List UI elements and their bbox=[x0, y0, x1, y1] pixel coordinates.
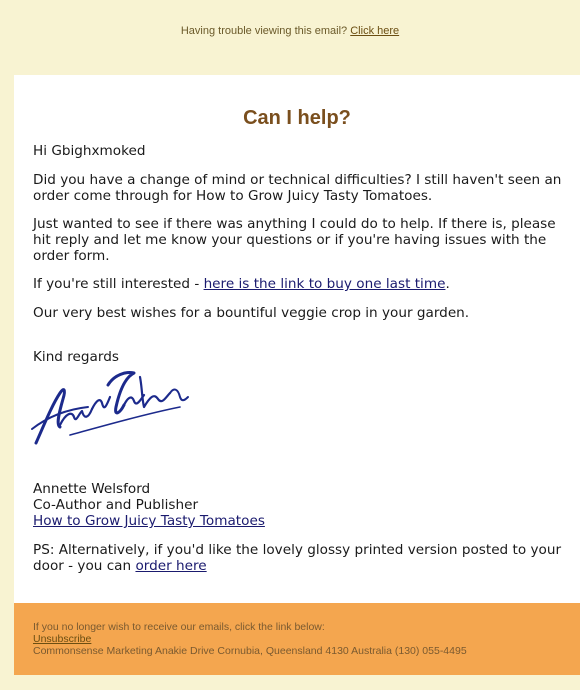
signature-title: Co-Author and Publisher bbox=[33, 497, 199, 513]
footer-notice: If you no longer wish to receive our emails, click the link below: bbox=[33, 621, 325, 633]
signature-image bbox=[30, 367, 190, 449]
postscript bbox=[33, 542, 563, 574]
footer-address: Commonsense Marketing Anakie Drive Cornubia, Queensland 4130 Australia (130) 055-4495 bbox=[33, 645, 467, 657]
paragraph-3-prefix: If you're still interested - bbox=[33, 276, 204, 292]
preheader-line bbox=[0, 25, 580, 37]
preheader bbox=[0, 0, 580, 75]
trouble-viewing-text: Having trouble viewing this email? bbox=[180, 25, 348, 37]
greeting: Hi Gbighxmoked bbox=[33, 143, 146, 159]
unsubscribe-link[interactable]: Unsubscribe bbox=[33, 633, 92, 645]
paragraph-3-suffix: . bbox=[445, 276, 450, 292]
postscript-text: PS: Alternatively, if you'd like the lovely glossy printed version posted to your door - you can bbox=[33, 542, 562, 574]
email-body bbox=[14, 75, 580, 603]
book-link[interactable]: How to Grow Juicy Tasty Tomatoes bbox=[33, 513, 265, 529]
buy-last-time-link[interactable]: here is the link to buy one last time bbox=[203, 276, 446, 292]
signature-name: Annette Welsford bbox=[33, 481, 151, 497]
order-here-link[interactable]: order here bbox=[135, 558, 207, 574]
unsubscribe-line bbox=[33, 633, 91, 645]
paragraph-4: Our very best wishes for a bountiful veggie crop in your garden. bbox=[33, 305, 470, 321]
paragraph-1: Did you have a change of mind or technical difficulties? I still haven't seen an order come through for How to Grow Juicy Tasty Tomatoes. bbox=[33, 172, 562, 204]
paragraph-3 bbox=[33, 276, 563, 292]
paragraph-2: Just wanted to see if there was anything I could do to help. If there is, please hit reply and let me know your questions or if you're having issues with the order form. bbox=[33, 216, 556, 264]
closing-text: Kind regards bbox=[33, 349, 119, 365]
footer bbox=[14, 603, 580, 675]
email-title: Can I help? bbox=[243, 107, 351, 129]
click-here-link[interactable]: Click here bbox=[350, 25, 400, 37]
signature-link-line bbox=[33, 513, 563, 529]
